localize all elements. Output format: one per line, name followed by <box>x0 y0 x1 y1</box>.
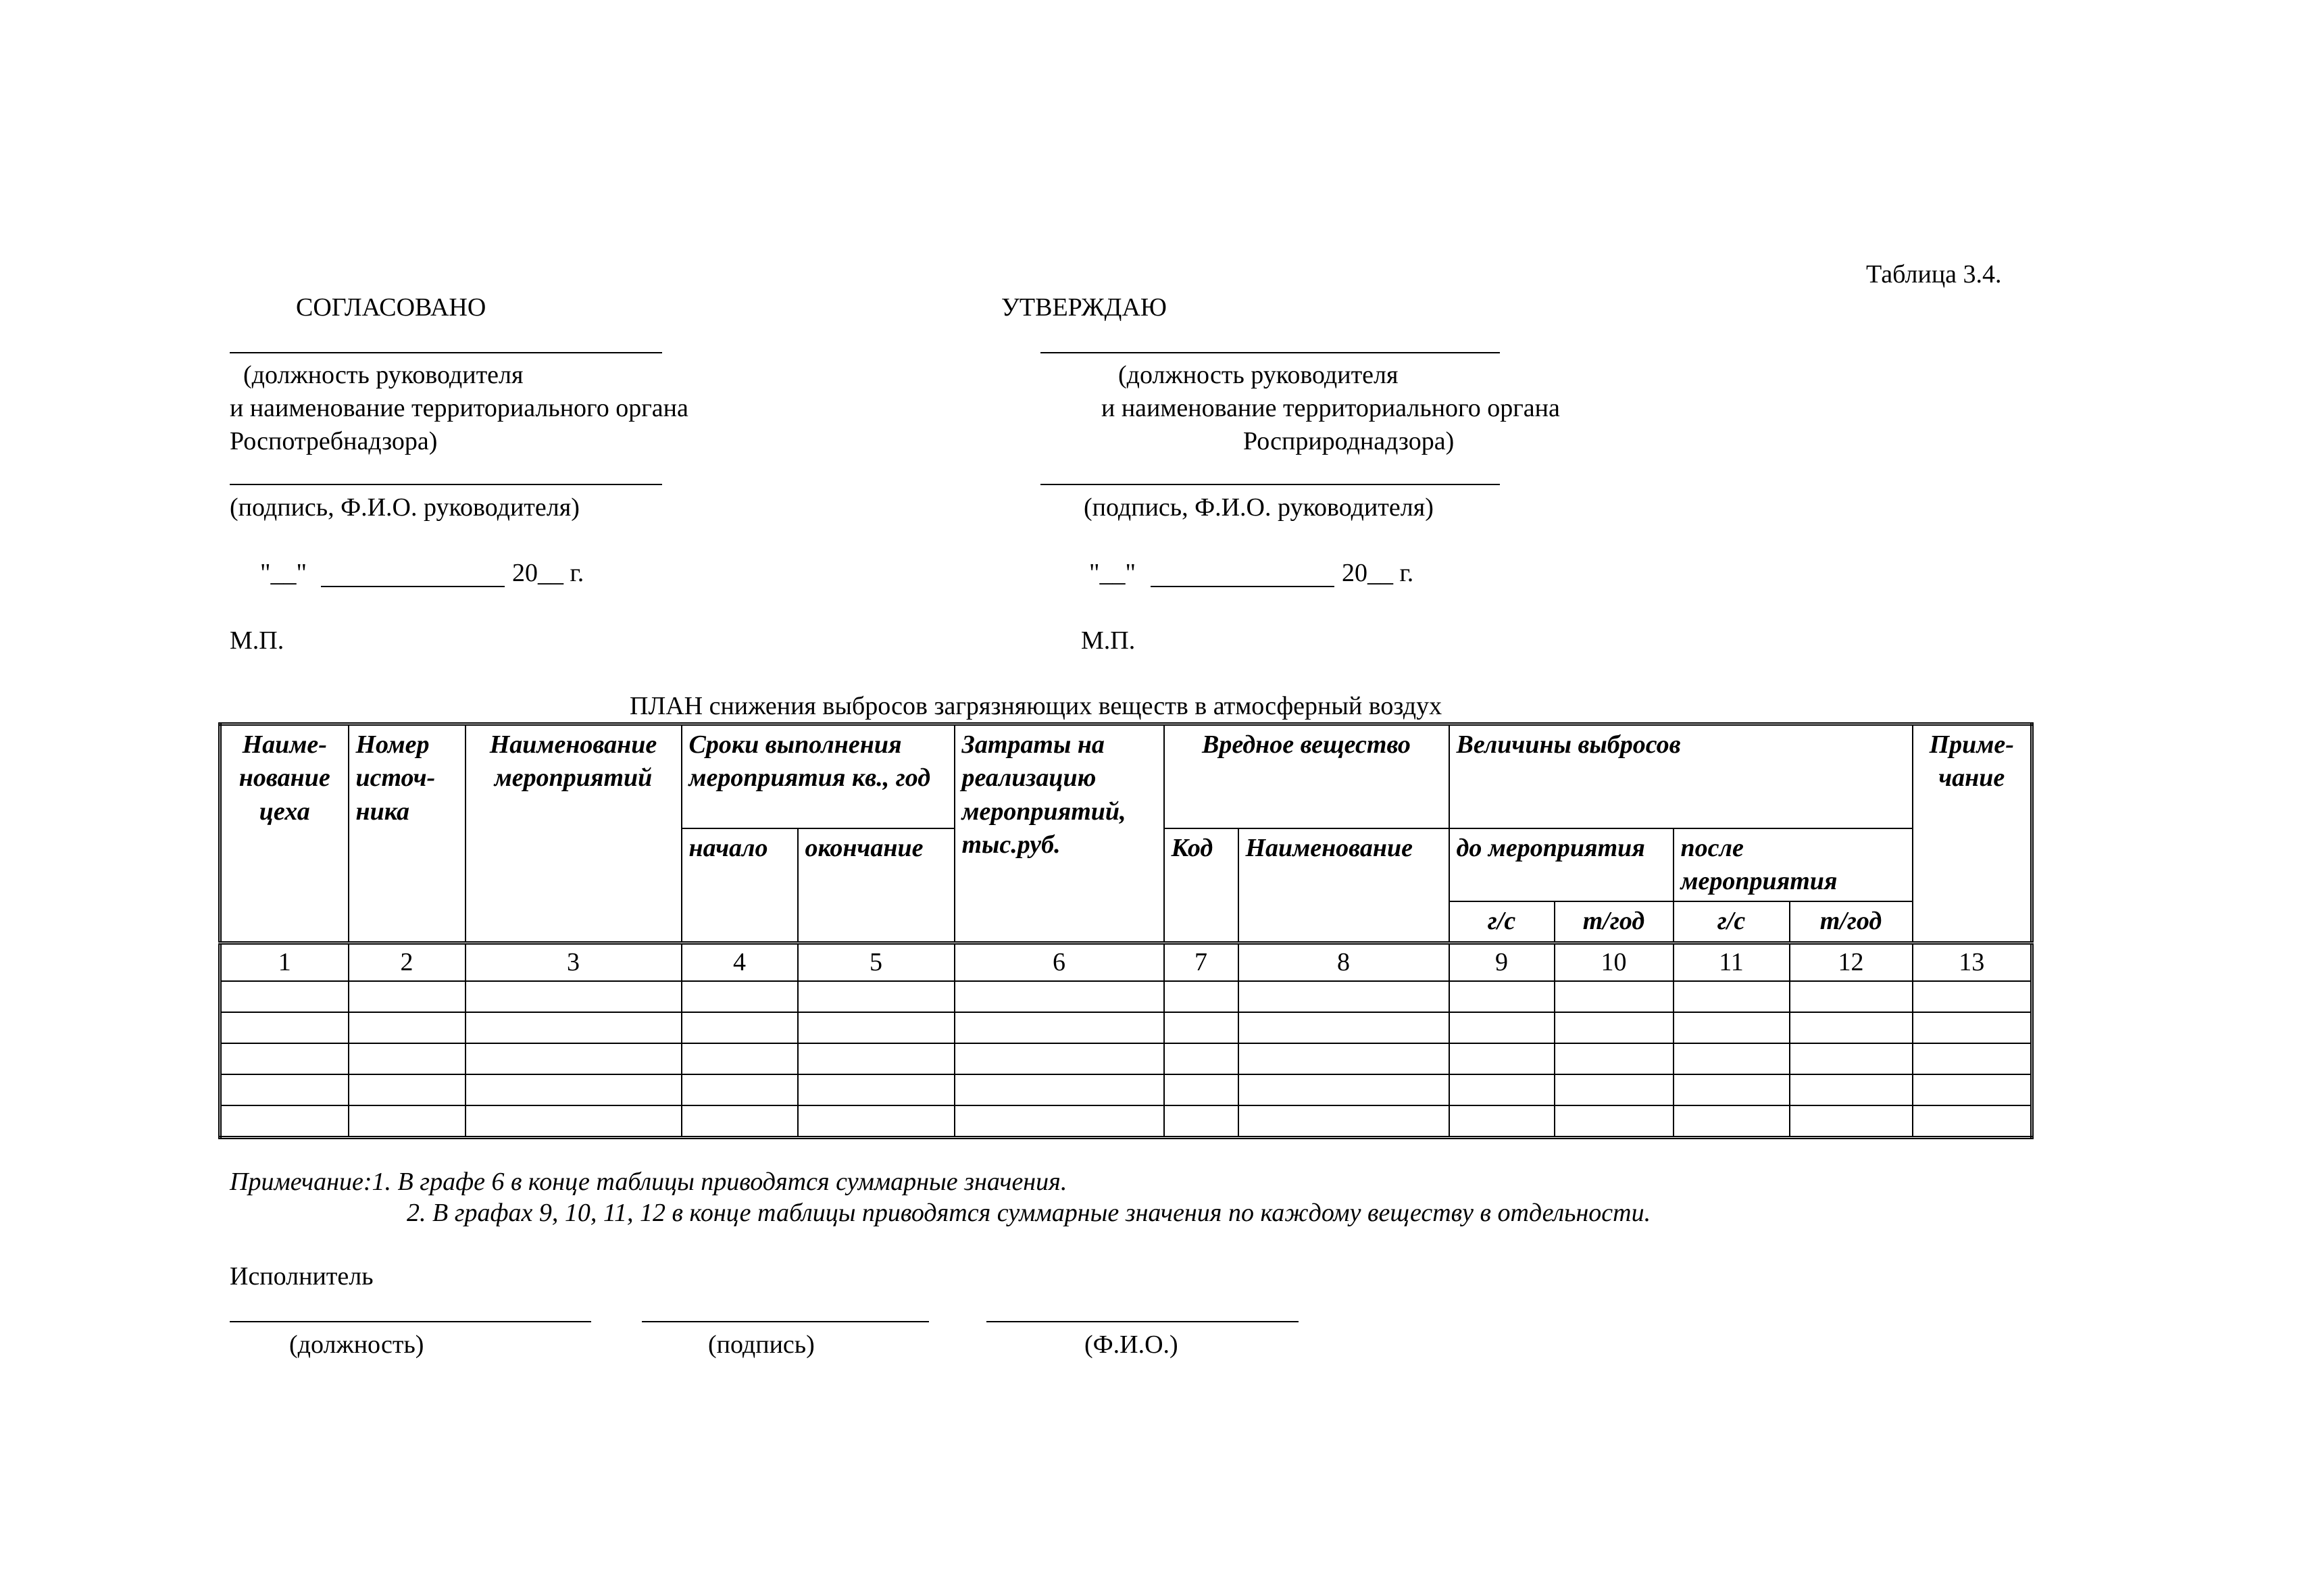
right-date-day: "__" <box>1089 559 1136 587</box>
left-seal: М.П. <box>230 626 284 655</box>
header-gs-before: г/с <box>1449 901 1555 943</box>
table-row <box>220 1074 2032 1105</box>
right-position-label-1: (должность руководителя <box>1118 361 1399 389</box>
header-after: после мероприятия <box>1674 828 1913 902</box>
header-ty-after: т/год <box>1790 901 1913 943</box>
left-position-label-2: и наименование территориального органа <box>230 394 688 422</box>
column-number: 11 <box>1674 943 1790 981</box>
left-date-day: "__" <box>260 559 307 587</box>
executor-position-line <box>230 1321 591 1322</box>
agreed-heading: СОГЛАСОВАНО <box>296 293 486 322</box>
note-line-2: 2. В графах 9, 10, 11, 12 в конце таблицы приводятся суммарные значения по каждому веществу в отдельности. <box>407 1199 1651 1227</box>
header-note: Приме-чание <box>1913 724 2032 943</box>
table-row <box>220 1043 2032 1074</box>
column-number: 1 <box>220 943 349 981</box>
left-date-year: 20__ г. <box>512 559 584 587</box>
column-number: 3 <box>466 943 682 981</box>
header-shop: Наиме-нование цеха <box>220 724 349 943</box>
column-number: 2 <box>349 943 466 981</box>
table-caption: Таблица 3.4. <box>1866 260 2002 289</box>
column-number: 5 <box>798 943 955 981</box>
right-seal: М.П. <box>1081 626 1136 655</box>
right-date-month-line <box>1151 586 1334 587</box>
header-costs: Затраты на реализацию мероприятий, тыс.руб. <box>955 724 1164 943</box>
column-number: 10 <box>1555 943 1674 981</box>
header-substance-name: Наименование <box>1238 828 1449 943</box>
executor-label: Исполнитель <box>230 1262 374 1291</box>
header-gs-after: г/с <box>1674 901 1790 943</box>
left-position-label-3: Роспотребнадзора) <box>230 427 438 455</box>
executor-name-line <box>986 1321 1299 1322</box>
table-row <box>220 1012 2032 1043</box>
plan-table <box>218 722 2034 1139</box>
table-row <box>220 1105 2032 1138</box>
column-number-row <box>220 943 2032 981</box>
executor-name-label: (Ф.И.О.) <box>1084 1330 1178 1359</box>
table-row <box>220 981 2032 1012</box>
column-number: 6 <box>955 943 1164 981</box>
column-number: 7 <box>1164 943 1238 981</box>
header-measures: Наименование мероприятий <box>466 724 682 943</box>
right-signature-line <box>1040 484 1500 485</box>
left-position-label-1: (должность руководителя <box>243 361 524 389</box>
column-number: 13 <box>1913 943 2032 981</box>
executor-signature-line <box>642 1321 929 1322</box>
left-position-line <box>230 352 662 353</box>
header-end: окончание <box>798 828 955 943</box>
left-signature-line <box>230 484 662 485</box>
note-line-1: Примечание:1. В графе 6 в конце таблицы приводятся суммарные значения. <box>230 1168 1067 1196</box>
header-start: начало <box>682 828 798 943</box>
plan-title: ПЛАН снижения выбросов загрязняющих веществ в атмосферный воздух <box>630 692 1442 720</box>
column-number: 12 <box>1790 943 1913 981</box>
executor-signature-label: (подпись) <box>708 1330 815 1359</box>
right-signature-label: (подпись, Ф.И.О. руководителя) <box>1084 493 1434 522</box>
executor-position-label: (должность) <box>289 1330 424 1359</box>
right-position-line <box>1040 352 1500 353</box>
header-terms: Сроки выполнения мероприятия кв., год <box>682 724 955 828</box>
column-number: 4 <box>682 943 798 981</box>
approve-heading: УТВЕРЖДАЮ <box>1001 293 1167 322</box>
header-emissions: Величины выбросов <box>1449 724 1913 828</box>
column-number: 9 <box>1449 943 1555 981</box>
left-signature-label: (подпись, Ф.И.О. руководителя) <box>230 493 580 522</box>
right-position-label-3: Росприроднадзора) <box>1243 427 1455 455</box>
header-source: Номер источ-ника <box>349 724 466 943</box>
right-date-year: 20__ г. <box>1342 559 1414 587</box>
left-date-month-line <box>321 586 505 587</box>
header-ty-before: т/год <box>1555 901 1674 943</box>
column-number: 8 <box>1238 943 1449 981</box>
right-position-label-2: и наименование территориального органа <box>1101 394 1560 422</box>
header-before: до мероприятия <box>1449 828 1674 902</box>
header-substance: Вредное вещество <box>1164 724 1449 828</box>
header-code: Код <box>1164 828 1238 943</box>
